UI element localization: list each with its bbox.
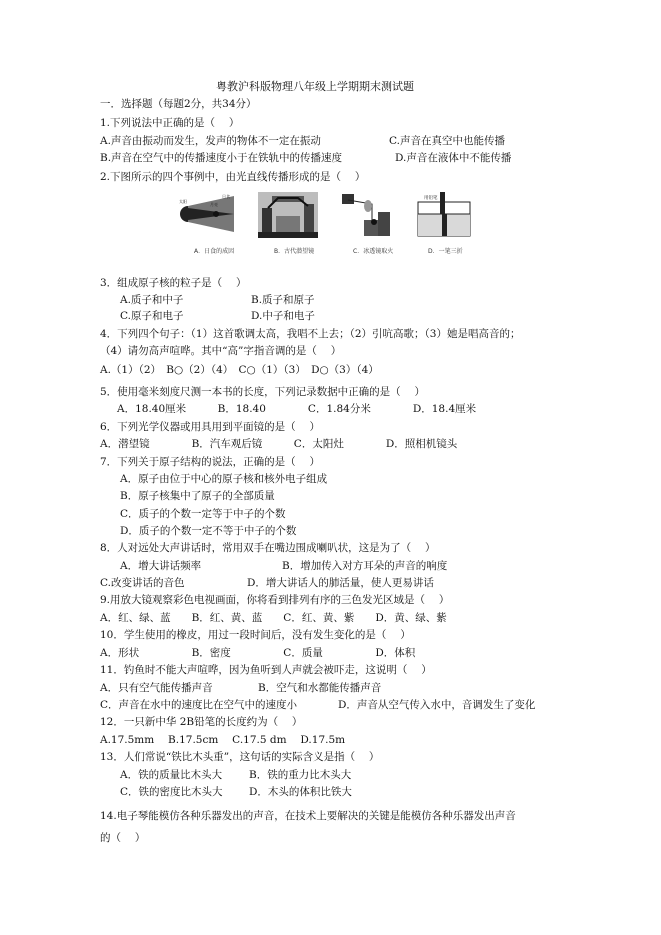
sun-label: 太阳: [179, 199, 187, 204]
q8-option-d: D．增大讲话人的肺活量，使人更易讲话: [247, 577, 434, 589]
q14-stem-line2: 的（ ）: [100, 832, 146, 844]
q9-stem: 9.用放大镜观察彩色电视画面，你将看到排列有序的三色发光区域是（ ）: [100, 594, 450, 606]
q1-option-c: C.声音在真空中也能传播: [389, 135, 505, 147]
q7-stem: 7．下列关于原子结构的说法，正确的是（ ）: [100, 456, 321, 468]
q1-option-a: A.声音由振动而发生，发声的物体不一定在振动: [100, 135, 321, 147]
pencil-figure: [414, 192, 474, 238]
pencil-tag: 用铅笔: [424, 196, 438, 201]
q13-option-d: D．木头的体积比铁大: [249, 786, 352, 798]
q11-option-a: A．只有空气能传播声音: [100, 682, 213, 694]
q14-stem-line1: 14.电子琴能模仿各种乐器发出的声音，在技术上要解决的关键是能模仿各种乐器发出声音: [100, 810, 516, 822]
q3-stem: 3．组成原子核的粒子是（ ）: [100, 277, 247, 289]
q10-options: A．形状 B．密度 C．质量 D．体积: [100, 647, 416, 659]
section-heading: 一．选择题（每题2分，共34分）: [100, 98, 257, 110]
caption-d: D．一笔三折: [428, 248, 463, 255]
q11-option-b: B．空气和水都能传播声音: [258, 682, 382, 694]
q3-option-b: B.质子和原子: [251, 294, 315, 306]
ice-lens-figure: [338, 192, 398, 238]
q3-option-c: C.原子和电子: [120, 310, 184, 322]
q1-option-d: D.声音在液体中不能传播: [395, 152, 512, 164]
q2-stem: 2.下图所示的四个事例中，由光直线传播形成的是（ ）: [100, 171, 366, 183]
q5-stem: 5．使用毫米刻度尺测一本书的长度，下列记录数据中正确的是（ ）: [100, 386, 426, 398]
q1-stem: 1.下列说法中正确的是（ ）: [100, 117, 240, 129]
q7-option-b: B．原子核集中了原子的全部质量: [120, 490, 275, 502]
q2-figure: [178, 192, 478, 264]
moon-label: 月亮: [210, 202, 218, 207]
q7-option-d: D．质子的个数一定不等于中子的个数: [120, 525, 297, 537]
q13-option-c: C．铁的密度比木头大: [120, 786, 223, 798]
q5-options: A．18.40厘米 B．18.40 C．1.84分米 D．18.4厘米: [117, 403, 477, 415]
ice-lens-picture: [338, 192, 398, 238]
periscope-figure: [258, 192, 318, 238]
q13-option-a: A．铁的质量比木头大: [120, 769, 223, 781]
q13-option-b: B．铁的重力比木头大: [249, 769, 352, 781]
caption-c: C．冰透镜取火: [353, 248, 394, 255]
q8-option-b: B．增加传入对方耳朵的声音的响度: [282, 560, 448, 572]
exam-title: 粤教沪科版物理八年级上学期期末测试题: [216, 80, 414, 93]
q6-options: A．潜望镜 B．汽车观后镜 C．太阳灶 D．照相机镜头: [100, 438, 458, 450]
caption-b: B．古代潜望镜: [274, 248, 315, 255]
q3-option-a: A.质子和中子: [120, 294, 184, 306]
q3-option-d: D.中子和电子: [251, 310, 315, 322]
q11-option-d: D．声音从空气传入水中，音调发生了变化: [338, 699, 536, 711]
q8-option-c: C.改变讲话的音色: [100, 577, 185, 589]
q11-option-c: C．声音在水中的速度比在空气中的速度小: [100, 699, 298, 711]
eclipse-label: 日食: [222, 194, 230, 199]
q9-options: A．红、绿、蓝 B．红、黄、蓝 C．红、黄、紫 D．黄、绿、紫: [100, 612, 447, 624]
q11-stem: 11．钓鱼时不能大声喧哗，因为鱼听到人声就会被吓走，这说明（ ）: [100, 664, 432, 676]
q4-stem-line1: 4．下列四个句子：（1）这首歌调太高，我唱不上去；（2）引吭高歌；（3）她是唱高音的；: [100, 328, 521, 340]
eclipse-figure: [178, 192, 238, 238]
q7-option-a: A．原子由位于中心的原子核和核外电子组成: [120, 473, 328, 485]
caption-a: A．日食的成因: [194, 248, 235, 255]
q13-stem: 13．人们常说“铁比木头重”，这句话的实际含义是指（ ）: [100, 751, 380, 763]
q12-stem: 12．一只新中华 2B铅笔的长度约为（ ）: [100, 716, 303, 728]
eclipse-diagram: [178, 192, 238, 238]
q10-stem: 10．学生使用的橡皮，用过一段时间后，没有发生变化的是（ ）: [100, 629, 411, 641]
q6-stem: 6．下列光学仪器或用具用到平面镜的是（ ）: [100, 421, 321, 433]
periscope-picture: [258, 192, 318, 238]
q7-option-c: C．质子的个数一定等于中子的个数: [120, 508, 286, 520]
q4-options: A.（1）（2） B○（2）（4） C○（1）（3） D○（3）（4）: [100, 364, 379, 376]
q4-stem-line2: （4）请勿高声喧哗。其中“高”字指音调的是（ ）: [100, 345, 342, 357]
pencil-in-water-diagram: [414, 192, 474, 238]
q1-option-b: B.声音在空气中的传播速度小于在铁轨中的传播速度: [100, 152, 343, 164]
q12-options: A.17.5mm B.17.5cm C.17.5 dm D.17.5m: [100, 734, 346, 746]
q8-option-a: A．增大讲话频率: [120, 560, 202, 572]
q8-stem: 8．人对远处大声讲话时，常用双手在嘴边围成喇叭状，这是为了（ ）: [100, 542, 436, 554]
